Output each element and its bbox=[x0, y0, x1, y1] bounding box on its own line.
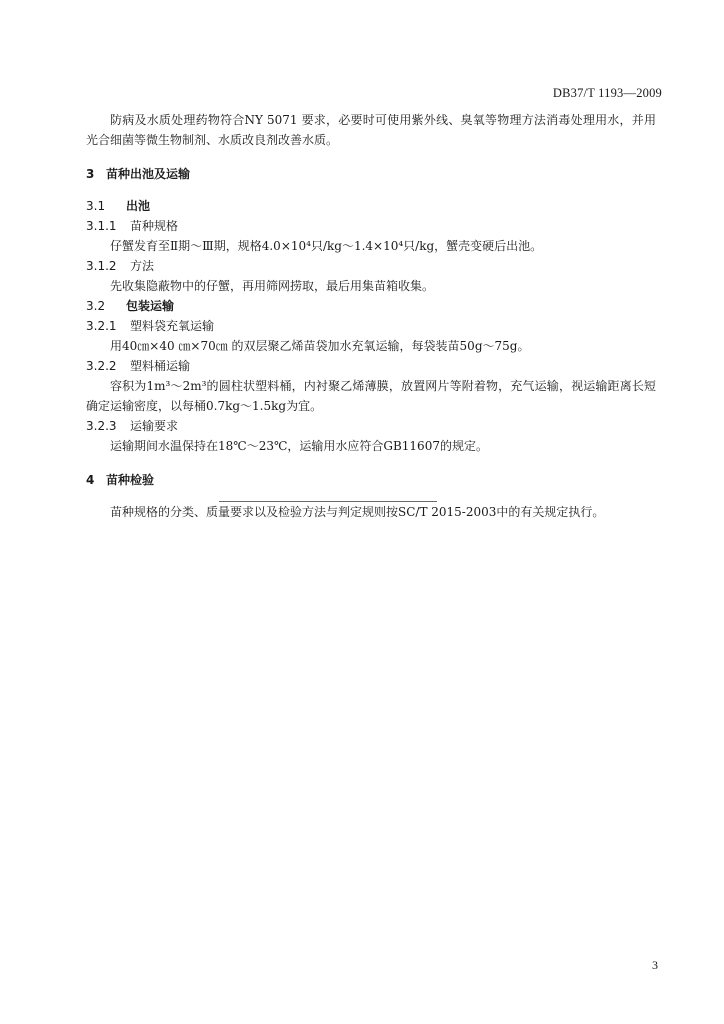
section-3-2-1-text: 用40㎝×40 ㎝×70㎝ 的双层聚乙烯苗袋加水充氧运输，每袋装苗50g～75g。 bbox=[110, 339, 530, 353]
section-number: 3.1.2 bbox=[86, 259, 117, 273]
section-3-1-2-heading bbox=[86, 256, 656, 276]
section-3-2-2-heading bbox=[86, 356, 656, 376]
section-3-1-1-text: 仔蟹发育至Ⅱ期～Ⅲ期，规格4.0×10⁴只/kg～1.4×10⁴只/kg，蟹壳变硬后出池。 bbox=[110, 239, 543, 253]
section-number: 3.1 bbox=[86, 199, 106, 213]
section-3-2-heading bbox=[86, 296, 656, 316]
section-3-2-3-text: 运输期间水温保持在18℃～23℃，运输用水应符合GB11607的规定。 bbox=[110, 439, 488, 453]
section-3-1-heading bbox=[86, 196, 656, 216]
section-title: 苗种检验 bbox=[106, 473, 155, 487]
section-number: 4 bbox=[86, 473, 95, 487]
document-body bbox=[86, 110, 656, 522]
section-3-2-3-heading bbox=[86, 416, 656, 436]
section-3-2-1-heading bbox=[86, 316, 656, 336]
section-title: 塑料袋充氧运输 bbox=[130, 319, 215, 333]
page-number: 3 bbox=[652, 958, 658, 972]
section-title: 出池 bbox=[126, 199, 151, 213]
intro-paragraph: 防病及水质处理药物符合NY 5071 要求，必要时可使用紫外线、臭氧等物理方法消毒处理用水，并用光合细菌等微生物制剂、水质改良剂改善水质。 bbox=[86, 113, 656, 147]
section-3-1-1-heading bbox=[86, 216, 656, 236]
section-number: 3.1.1 bbox=[86, 219, 117, 233]
section-number: 3.2.2 bbox=[86, 359, 117, 373]
section-title: 方法 bbox=[130, 259, 155, 273]
section-4-heading bbox=[86, 456, 656, 490]
section-title: 运输要求 bbox=[130, 419, 179, 433]
section-title: 苗种出池及运输 bbox=[106, 167, 191, 181]
section-title: 苗种规格 bbox=[130, 219, 179, 233]
section-3-2-2-text: 容积为1m³～2m³的圆柱状塑料桶，内衬聚乙烯薄膜，放置网片等附着物，充气运输，视运输距离长短确定运输密度，以每桶0.7kg～1.5kg为宜。 bbox=[86, 379, 656, 413]
section-title: 包装运输 bbox=[126, 299, 175, 313]
end-of-text-line bbox=[219, 501, 437, 502]
document-code-header: DB37/T 1193—2009 bbox=[552, 86, 662, 100]
section-title: 塑料桶运输 bbox=[130, 359, 191, 373]
section-number: 3 bbox=[86, 167, 95, 181]
section-3-heading bbox=[86, 150, 656, 184]
section-3-1-2-text: 先收集隐蔽物中的仔蟹，再用筛网捞取，最后用集苗箱收集。 bbox=[110, 279, 435, 293]
section-number: 3.2.3 bbox=[86, 419, 117, 433]
section-number: 3.2 bbox=[86, 299, 106, 313]
section-4-text: 苗种规格的分类、质量要求以及检验方法与判定规则按SC/T 2015-2003中的有关规定执行。 bbox=[110, 505, 605, 519]
section-number: 3.2.1 bbox=[86, 319, 117, 333]
